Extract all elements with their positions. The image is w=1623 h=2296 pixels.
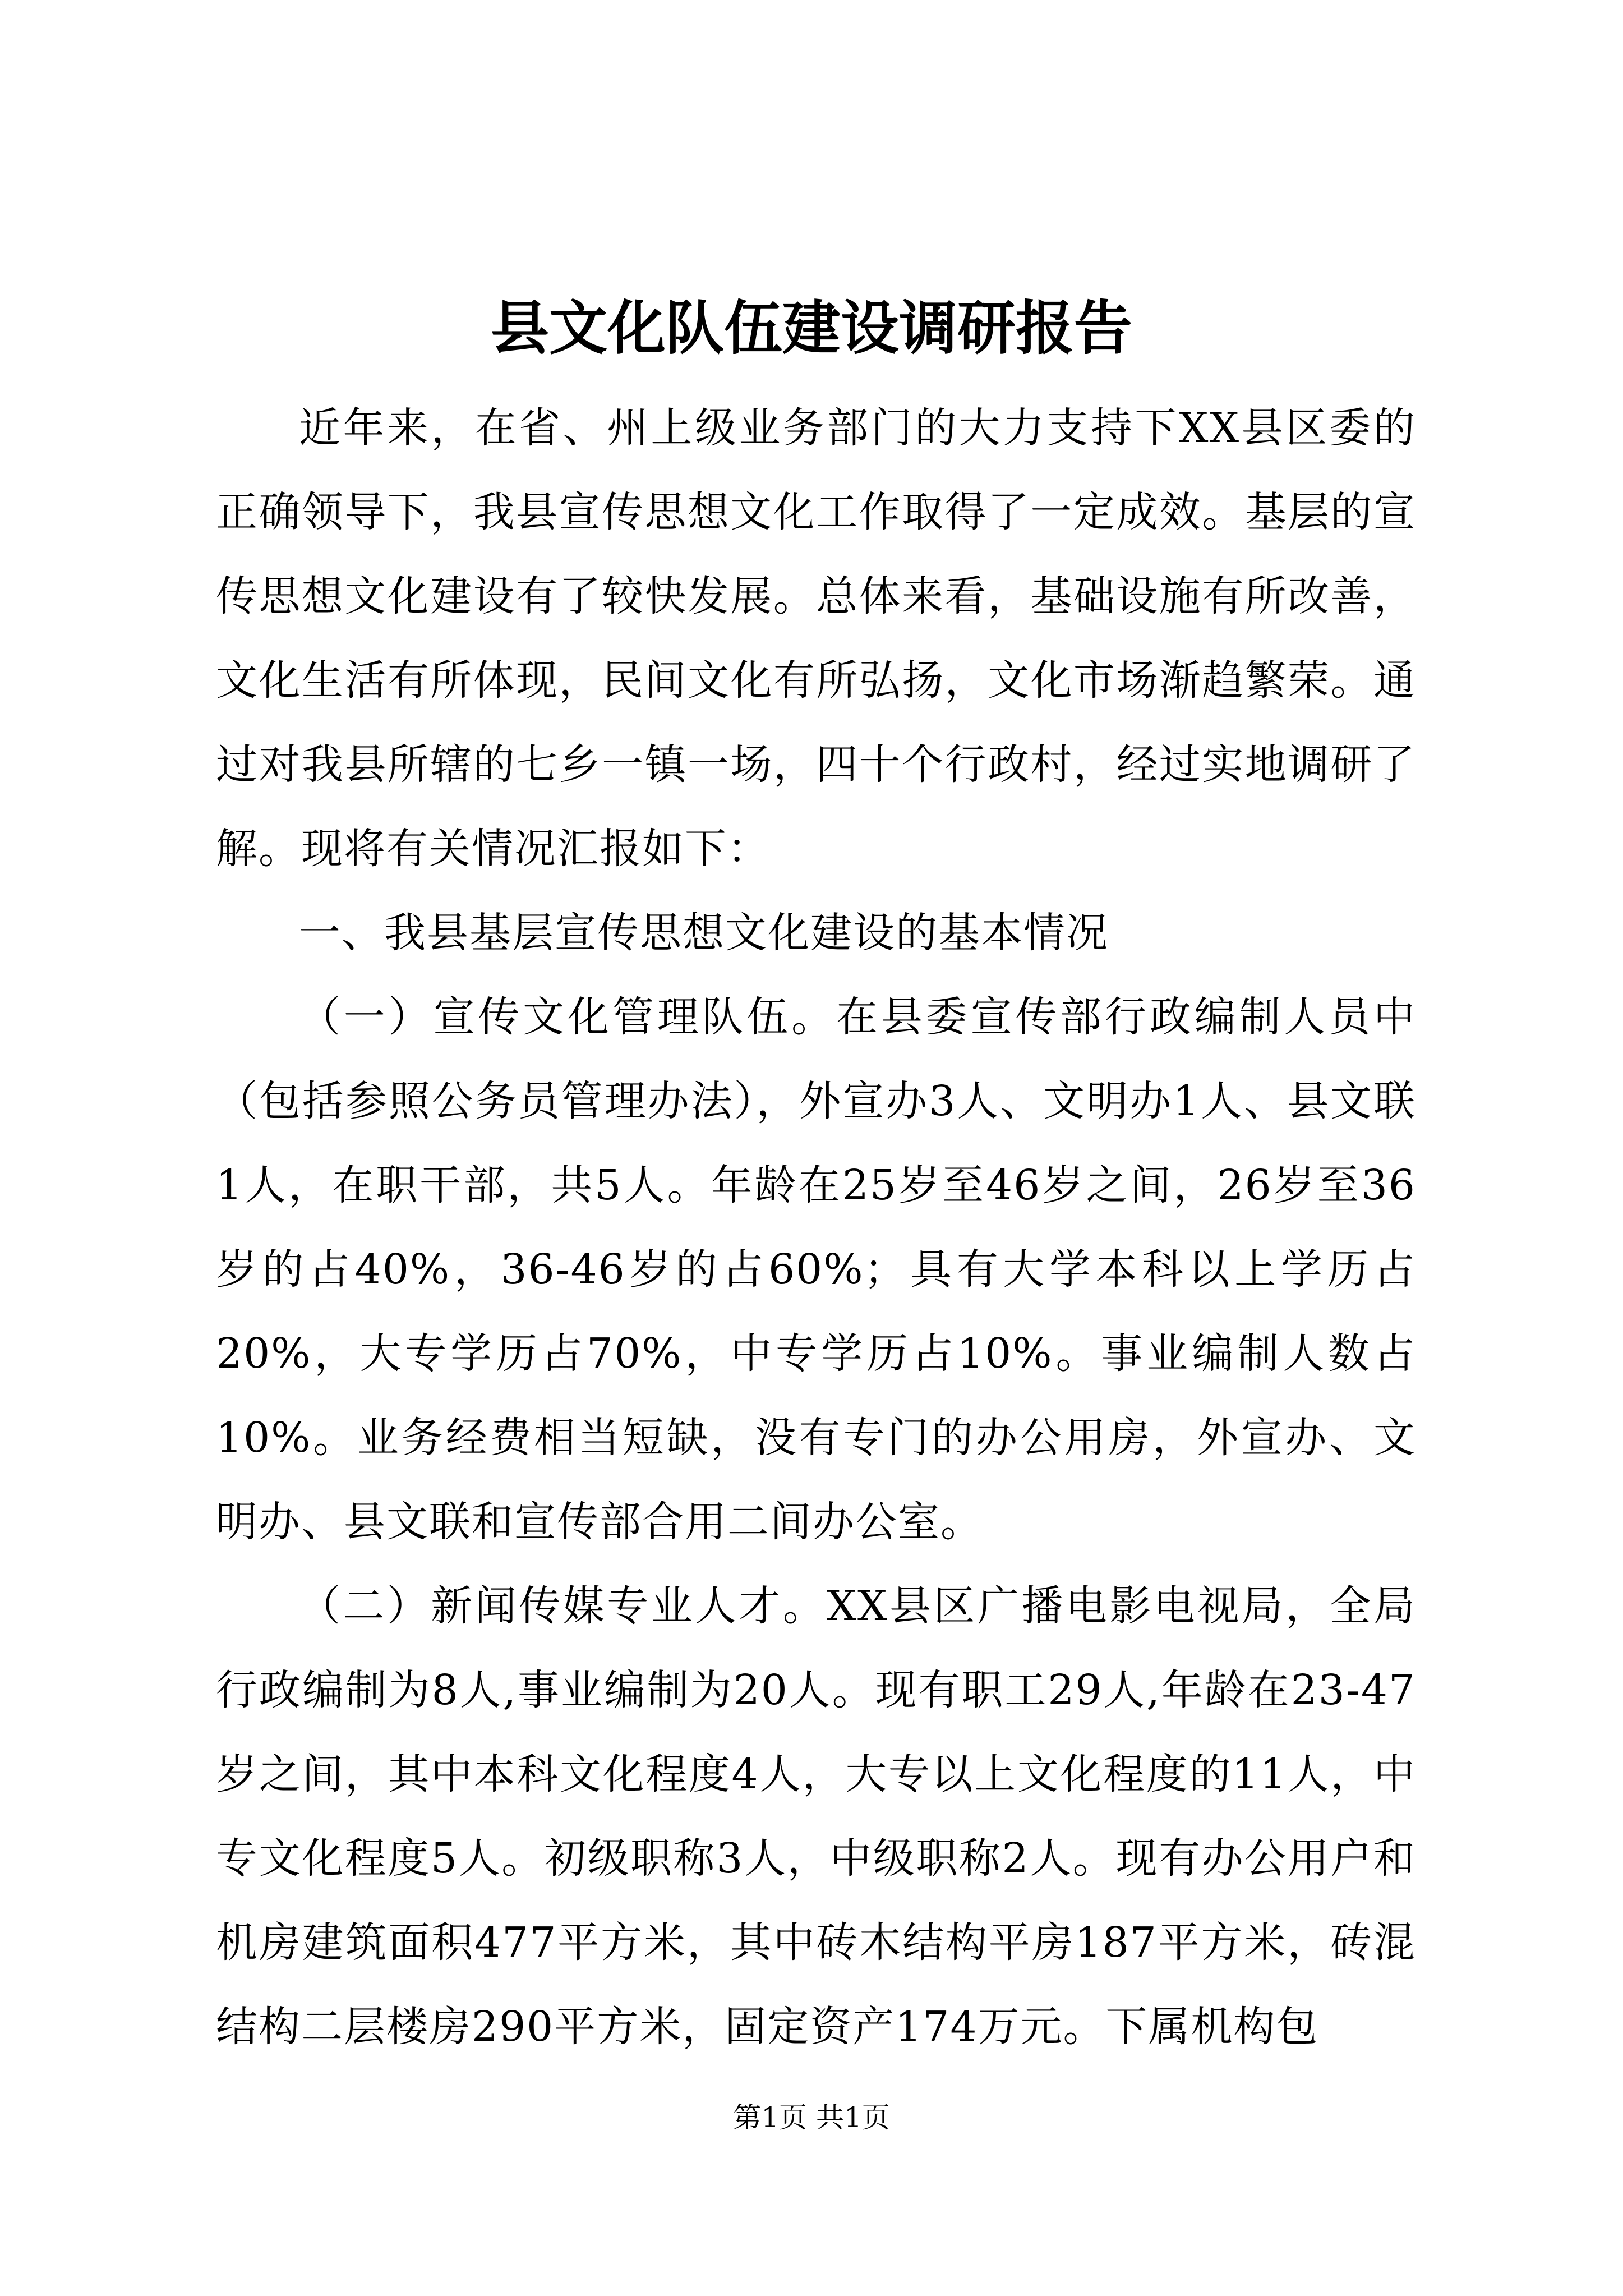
paragraph-intro: 近年来，在省、州上级业务部门的大力支持下XX县区委的正确领导下，我县宣传思想文化工作取得了一定成效。基层的宣传思想文化建设有了较快发展。总体来看，基础设施有所改善，文化生活有所体现，民间文化有所弘扬，文化市场渐趋繁荣。通过对我县所辖的七乡一镇一场，四十个行政村，经过实地调研了解。现将有关情况汇报如下：: [216, 404, 1416, 873]
document-body: [216, 386, 1416, 2069]
section-heading-1: 一、我县基层宣传思想文化建设的基本情况: [299, 909, 1109, 957]
paragraph-section-1-2: （二）新闻传媒专业人才。XX县区广播电影电视局，全局行政编制为8人,事业编制为20人。现有职工29人,年龄在23-47岁之间，其中本科文化程度4人，大专以上文化程度的11人，中专文化程度5人。初级职称3人，中级职称2人。现有办公用户和机房建筑面积477平方米，其中砖木结构平房187平方米，砖混结构二层楼房290平方米，固定资产174万元。下属机构包: [216, 1582, 1416, 2051]
page-footer: 第1页 共1页: [733, 2101, 890, 2134]
paragraph-section-1-1: （一）宣传文化管理队伍。在县委宣传部行政编制人员中（包括参照公务员管理办法），外宣办3人、文明办1人、县文联1人，在职干部，共5人。年龄在25岁至46岁之间，26岁至36岁的占40%，36-46岁的占60%；具有大学本科以上学历占20%，大专学历占70%，中专学历占10%。事业编制人数占10%。业务经费相当短缺，没有专门的办公用房，外宣办、文明办、县文联和宣传部合用二间办公室。: [216, 993, 1416, 1546]
document-title: 县文化队伍建设调研报告: [490, 293, 1132, 362]
